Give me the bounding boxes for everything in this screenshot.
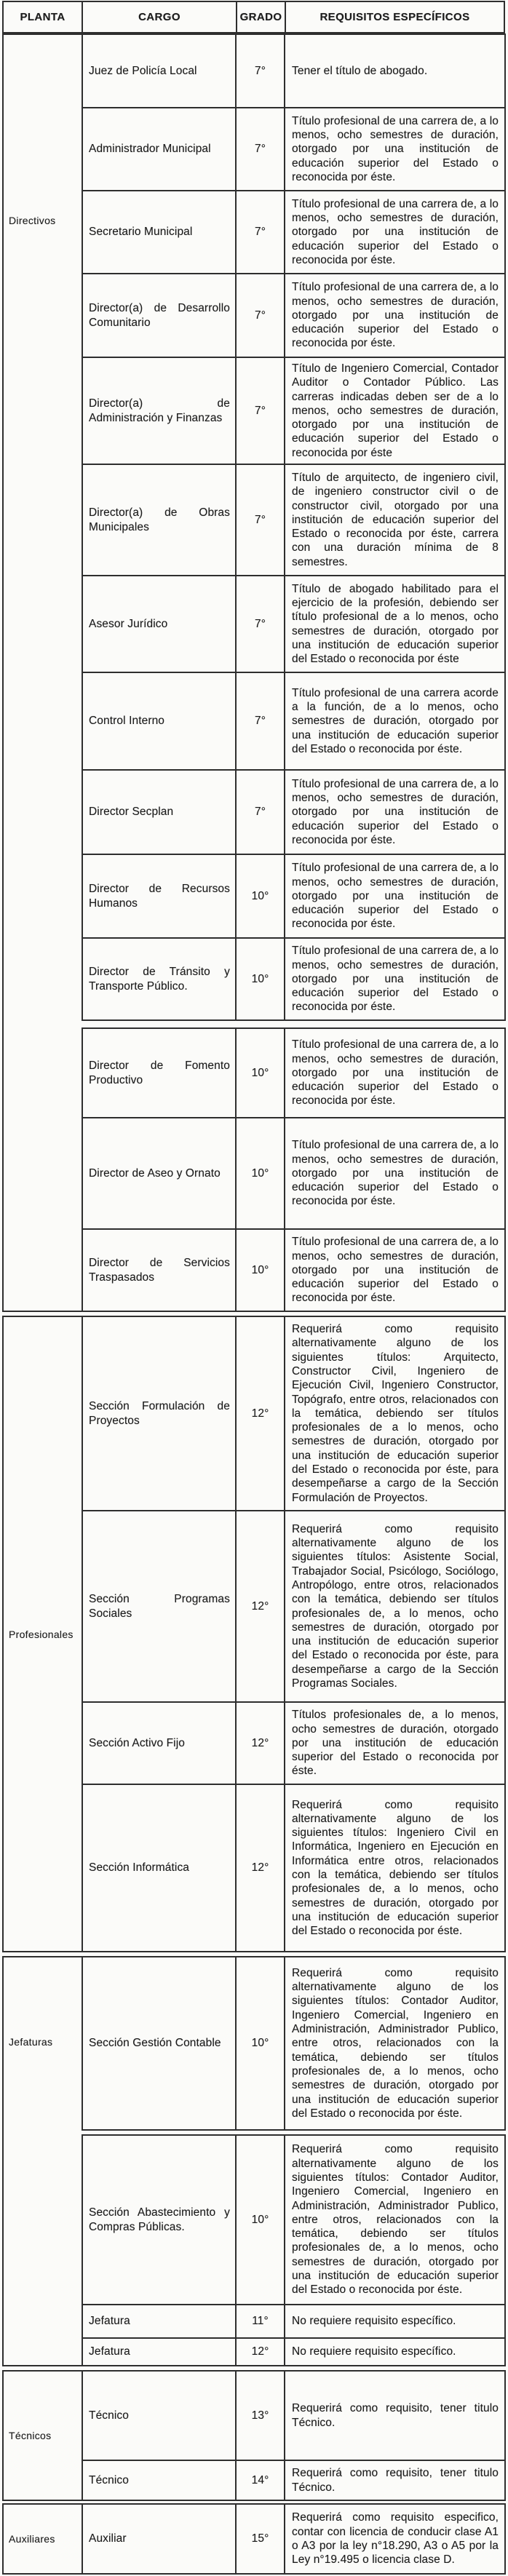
cargo-text: Sección Formulación de Proyectos (89, 1400, 230, 1427)
grado-text: 14° (251, 2473, 269, 2486)
table-row (83, 190, 504, 273)
grado-text: 10° (251, 889, 269, 902)
cargo-text: Juez de Policía Local (89, 64, 197, 77)
grado-cell (237, 358, 285, 464)
table-row (83, 1701, 504, 1784)
requisitos-cell (285, 35, 504, 107)
requisitos-cell (285, 2461, 504, 2500)
grado-text: 12° (251, 1736, 269, 1749)
rows-section-directivos-1 (82, 33, 506, 1021)
cargo-cell (83, 358, 237, 464)
requisitos-text: Título profesional de una carrera de, a lo menos, ocho semestres de duración, otorgado por una institución de educación superior del Estado o reconocida por éste. (292, 777, 499, 846)
planta-label-profesionales: Profesionales (9, 1628, 74, 1640)
cargo-cell (83, 1703, 237, 1784)
grado-text: 10° (251, 1166, 269, 1180)
planta-label-directivos: Directivos (9, 215, 56, 226)
cargo-cell (83, 1511, 237, 1701)
table-row (83, 2372, 504, 2460)
cargo-text: Sección Abastecimiento y Compras Públicas. (89, 2206, 230, 2233)
grado-cell (237, 2305, 285, 2337)
cargo-text: Director(a) de Desarrollo Comunitario (89, 302, 230, 329)
requisitos-text: Tener el título de abogado. (292, 64, 428, 77)
table-row (83, 1784, 504, 1951)
table-row (83, 273, 504, 357)
cargo-cell (83, 2461, 237, 2500)
cargo-text: Director de Fomento Productivo (89, 1060, 230, 1086)
table-row (83, 1510, 504, 1701)
requisitos-cell (285, 191, 504, 273)
grado-cell (237, 1511, 285, 1701)
requisitos-cell (285, 2136, 504, 2304)
planta-label-jefaturas: Jefaturas (9, 2036, 53, 2048)
column-header-planta: PLANTA (4, 2, 83, 32)
requisitos-cell (285, 1230, 504, 1311)
grado-cell (237, 576, 285, 672)
grado-cell (237, 2339, 285, 2365)
grado-cell (237, 2136, 285, 2304)
requisitos-cell (285, 2339, 504, 2365)
grado-text: 7° (254, 309, 266, 322)
requisitos-cell (285, 1317, 504, 1510)
requisitos-text: Título profesional de una carrera de, a lo menos, ocho semestres de duración, otorgado por una institución de educación superior del Estado o reconocida por éste. (292, 114, 499, 183)
requisitos-cell (285, 1957, 504, 2129)
grado-text: 7° (254, 64, 266, 77)
grado-text: 10° (251, 2213, 269, 2226)
cargo-text: Sección Activo Fijo (89, 1736, 185, 1749)
planta-group-directivos (2, 33, 82, 1312)
cargo-cell (83, 1029, 237, 1117)
grado-cell (237, 191, 285, 273)
planta-group-profesionales (2, 1316, 82, 1952)
grado-text: 13° (251, 2409, 269, 2422)
table-row (83, 769, 504, 854)
cargo-cell (83, 1230, 237, 1311)
cargo-cell (83, 2136, 237, 2304)
cargo-text: Director Secplan (89, 806, 174, 819)
cargo-cell (83, 939, 237, 1019)
requisitos-text: Título profesional de una carrera de, a lo menos, ocho semestres de duración, otorgado por una institución de educación superior del Estado o reconocida por éste. (292, 1236, 499, 1305)
grado-cell (237, 1957, 285, 2129)
grado-cell (237, 1317, 285, 1510)
requisitos-cell (285, 771, 504, 854)
requisitos-text: Requerirá como requisito alternativamente alguno de los siguientes títulos: Arquitecto, Constructor Civil, Ingeniero de Ejecución Civil, Ingeniero Constructor, Topógrafo, entre otros, relacionados con la temática, debiendo ser títulos profesionales de a lo menos, ocho semestres de duración, otorgado por una institución de educación superior del Estado o reconocida por éste, para desempeñarse a cargo de la Sección Formulación de Proyectos. (292, 1323, 499, 1504)
rows-section-profesionales (82, 1316, 506, 1952)
requisitos-text: No requiere requisito específico. (292, 2315, 456, 2328)
grado-text: 7° (254, 806, 266, 819)
table-row (83, 2460, 504, 2500)
requisitos-cell (285, 2505, 504, 2573)
grado-cell (237, 1029, 285, 1117)
table-row (83, 937, 504, 1019)
requisitos-text: No requiere requisito específico. (292, 2345, 456, 2358)
grado-text: 7° (254, 404, 266, 417)
cargo-text: Director(a) de Administración y Finanzas (89, 397, 230, 424)
table-row (83, 107, 504, 190)
cargo-text: Técnico (89, 2473, 129, 2486)
planta-group-jefaturas (2, 1956, 82, 2366)
rows-section-jefaturas-2 (82, 2134, 506, 2366)
grado-text: 7° (254, 513, 266, 526)
grado-cell (237, 35, 285, 107)
requisitos-text: Títulos profesionales de, a lo menos, ocho semestres de duración, otorgado por una institución de educación superior del Estado o reconocida por éste. (292, 1709, 499, 1778)
requisitos-text: Requerirá como requisito alternativamente alguno de los siguientes títulos: Contador Auditor, Ingeniero Comercial, Ingeniero en Administración, Administrador Publico, entre otros, relacionados con la temática, debiendo ser títulos profesionales de, a lo menos, ocho semestres de duración, otorgado por una institución de educación superior del Estado o reconocida por éste. (292, 2143, 499, 2297)
grado-text: 15° (251, 2532, 269, 2545)
cargo-cell (83, 771, 237, 854)
cargo-cell (83, 2505, 237, 2573)
table-row (83, 1228, 504, 1311)
requisitos-text: Título profesional de una carrera de, a lo menos, ocho semestres de duración, otorgado por una institución de educación superior del Estado o reconocida por éste. (292, 197, 499, 266)
cargo-text: Administrador Municipal (89, 143, 211, 156)
grado-cell (237, 2461, 285, 2500)
cargo-text: Director de Tránsito y Transporte Público. (89, 966, 230, 993)
grado-text: 10° (251, 1066, 269, 1079)
column-header-grado: GRADO (237, 2, 286, 32)
requisitos-text: Título de abogado habilitado para el ejercicio de la profesión, debiendo ser título profesional de a lo menos, ocho semestres de duración, otorgado por una institución de educación superior del Estado o reconocida por éste (292, 582, 499, 666)
requisitos-cell (285, 1029, 504, 1117)
table-row (83, 672, 504, 769)
requisitos-cell (285, 1118, 504, 1228)
grado-text: 7° (254, 715, 266, 728)
grado-cell (237, 673, 285, 769)
grado-text: 12° (251, 2345, 269, 2358)
table-row (83, 1117, 504, 1228)
planta-group-tecnicos (2, 2370, 82, 2501)
table-row (83, 575, 504, 672)
grado-text: 10° (251, 2037, 269, 2050)
cargo-text: Auxiliar (89, 2532, 127, 2545)
grado-text: 12° (251, 1599, 269, 1613)
requisitos-text: Título profesional de una carrera de, a lo menos, ocho semestres de duración, otorgado por una institución de educación superior del Estado o reconocida por éste. (292, 862, 499, 931)
requisitos-cell (285, 274, 504, 357)
grado-cell (237, 1703, 285, 1784)
grado-cell (237, 274, 285, 357)
grado-text: 7° (254, 617, 266, 630)
requisitos-cell (285, 2372, 504, 2460)
grado-text: 7° (254, 143, 266, 156)
cargo-text: Asesor Jurídico (89, 617, 168, 630)
rows-section-tecnicos (82, 2370, 506, 2501)
grado-cell (237, 465, 285, 575)
rows-section-jefaturas-1 (82, 1956, 506, 2131)
cargo-cell (83, 2339, 237, 2365)
requisitos-text: Requerirá como requisito, tener titulo Técnico. (292, 2467, 499, 2494)
cargo-cell (83, 673, 237, 769)
cargo-cell (83, 35, 237, 107)
table-row (83, 2136, 504, 2304)
requisitos-cell (285, 108, 504, 190)
cargo-text: Jefatura (89, 2345, 130, 2358)
cargo-cell (83, 576, 237, 672)
cargo-cell (83, 1957, 237, 2129)
grado-text: 10° (251, 972, 269, 985)
requisitos-text: Requerirá como requisito alternativamente alguno de los siguientes títulos: Ingeniero Civil en Informática, Ingeniero en Ejecución en Informática entre otros, relacionados con la temática, debiendo ser títulos profesionales de, a lo menos, ocho semestres de duración, otorgado por una institución de educación superior del Estado o reconocida por éste. (292, 1798, 499, 1938)
table-row (83, 2337, 504, 2365)
grado-cell (237, 855, 285, 937)
grado-text: 12° (251, 1407, 269, 1420)
cargo-cell (83, 108, 237, 190)
grado-cell (237, 108, 285, 190)
table-row (83, 1029, 504, 1117)
cargo-cell (83, 855, 237, 937)
table-header-row (2, 1, 505, 33)
requisitos-cell (285, 2305, 504, 2337)
cargo-cell (83, 465, 237, 575)
cargo-cell (83, 1785, 237, 1951)
table-row (83, 357, 504, 464)
grado-cell (237, 1785, 285, 1951)
requisitos-text: Requerirá como requisito alternativamente alguno de los siguientes títulos: Asistente Social, Trabajador Social, Psicólogo, Sociólogo, Antropólogo, entre otros, relacionados con la temática, debiendo ser títulos profesionales de, a lo menos, ocho semestres de duración, otorgado por una institución de educación superior del Estado o reconocida por éste, para desempeñarse a cargo de la Sección Programas Sociales. (292, 1522, 499, 1690)
cargo-cell (83, 274, 237, 357)
cargo-text: Sección Gestión Contable (89, 2037, 221, 2050)
table-row (83, 464, 504, 575)
requisitos-cell (285, 939, 504, 1019)
cargo-text: Director de Servicios Traspasados (89, 1257, 230, 1284)
requisitos-text: Título profesional de una carrera acorde a la función, de a lo menos, ocho semestres de duración, otorgado por una institución de educación superior del Estado o reconocida por éste. (292, 686, 499, 755)
requisitos-cell (285, 1511, 504, 1701)
requisitos-cell (285, 1703, 504, 1784)
cargo-text: Sección Informática (89, 1861, 190, 1875)
requisitos-text: Título profesional de una carrera de, a lo menos, ocho semestres de duración, otorgado por una institución de educación superior del Estado o reconocida por éste. (292, 945, 499, 1014)
column-header-requisitos: REQUISITOS ESPECÍFICOS (320, 11, 470, 23)
cargo-text: Sección Programas Sociales (89, 1593, 230, 1620)
cargo-cell (83, 2372, 237, 2460)
requisitos-text: Título de arquitecto, de ingeniero civil, de ingeniero constructor civil o de constructor civil, otorgado por una institución de educación superior del Estado o reconocida por éste, carrera con una duración mínima de 8 semestres. (292, 471, 499, 568)
requisitos-text: Título profesional de una carrera de, a lo menos, ocho semestres de duración, otorgado por una institución de educación superior del Estado o reconocida por éste. (292, 1038, 499, 1108)
table-row (83, 1317, 504, 1510)
planta-label-auxiliares: Auxiliares (9, 2533, 55, 2545)
grado-text: 11° (252, 2315, 269, 2328)
table-row (83, 2304, 504, 2337)
requisitos-cell (285, 465, 504, 575)
cargo-text: Jefatura (89, 2315, 130, 2328)
cargo-cell (83, 1118, 237, 1228)
grado-text: 7° (254, 226, 266, 239)
grado-cell (237, 2372, 285, 2460)
cargo-text: Control Interno (89, 715, 165, 728)
requisitos-cell (285, 576, 504, 672)
grado-text: 10° (251, 1263, 269, 1276)
table-row (83, 35, 504, 107)
cargo-text: Director de Recursos Humanos (89, 883, 230, 910)
grado-cell (237, 1118, 285, 1228)
requisitos-text: Requerirá como requisito, tener titulo Técnico. (292, 2402, 499, 2429)
rows-section-auxiliares (82, 2503, 506, 2575)
grado-text: 12° (251, 1861, 269, 1875)
cargo-text: Director de Aseo y Ornato (89, 1166, 221, 1180)
requisitos-text: Título de Ingeniero Comercial, Contador Auditor o Contador Público. Las carreras indicadas deben ser de a lo menos, ocho semestres de duración, otorgado por una institución de educación superior del Estado o reconocida por éste (292, 362, 499, 459)
requisitos-cell (285, 855, 504, 937)
cargo-text: Técnico (89, 2409, 129, 2422)
cargo-text: Director(a) de Obras Municipales (89, 506, 230, 533)
grado-cell (237, 771, 285, 854)
rows-section-directivos-2 (82, 1027, 506, 1312)
requisitos-cell (285, 1785, 504, 1951)
grado-cell (237, 1230, 285, 1311)
grado-cell (237, 2505, 285, 2573)
column-header-cargo: CARGO (83, 2, 237, 32)
requisitos-text: Requerirá como requisito especifico, contar con licencia de conducir clase A1 o A3 por la ley n°18.290, A3 o A5 por la Ley n°19.495 o licencia clase D. (292, 2511, 499, 2567)
requisitos-cell (285, 673, 504, 769)
requisitos-text: Título profesional de una carrera de, a lo menos, ocho semestres de duración, otorgado por una institución de educación superior del Estado o reconocida por éste. (292, 281, 499, 350)
cargo-cell (83, 1317, 237, 1510)
grado-cell (237, 939, 285, 1019)
cargo-text: Secretario Municipal (89, 226, 193, 239)
planta-label-tecnicos: Técnicos (9, 2430, 52, 2441)
requisitos-cell (285, 358, 504, 464)
table-row (83, 854, 504, 937)
requisitos-text: Requerirá como requisito alternativamente alguno de los siguientes títulos: Contador Auditor, Ingeniero Comercial, Ingeniero en Administración, Administrador Publico, entre otros, relacionados con la temática, debiendo ser títulos profesionales de, a lo menos, ocho semestres de duración, otorgado por una institución de educación superior del Estado o reconocida por éste. (292, 1966, 499, 2120)
table-row (83, 2505, 504, 2573)
requisitos-text: Título profesional de una carrera de, a lo menos, ocho semestres de duración, otorgado por una institución de educación superior del Estado o reconocida por éste. (292, 1139, 499, 1208)
table-row (83, 1957, 504, 2129)
cargo-cell (83, 2305, 237, 2337)
cargo-cell (83, 191, 237, 273)
planta-group-auxiliares (2, 2503, 82, 2575)
